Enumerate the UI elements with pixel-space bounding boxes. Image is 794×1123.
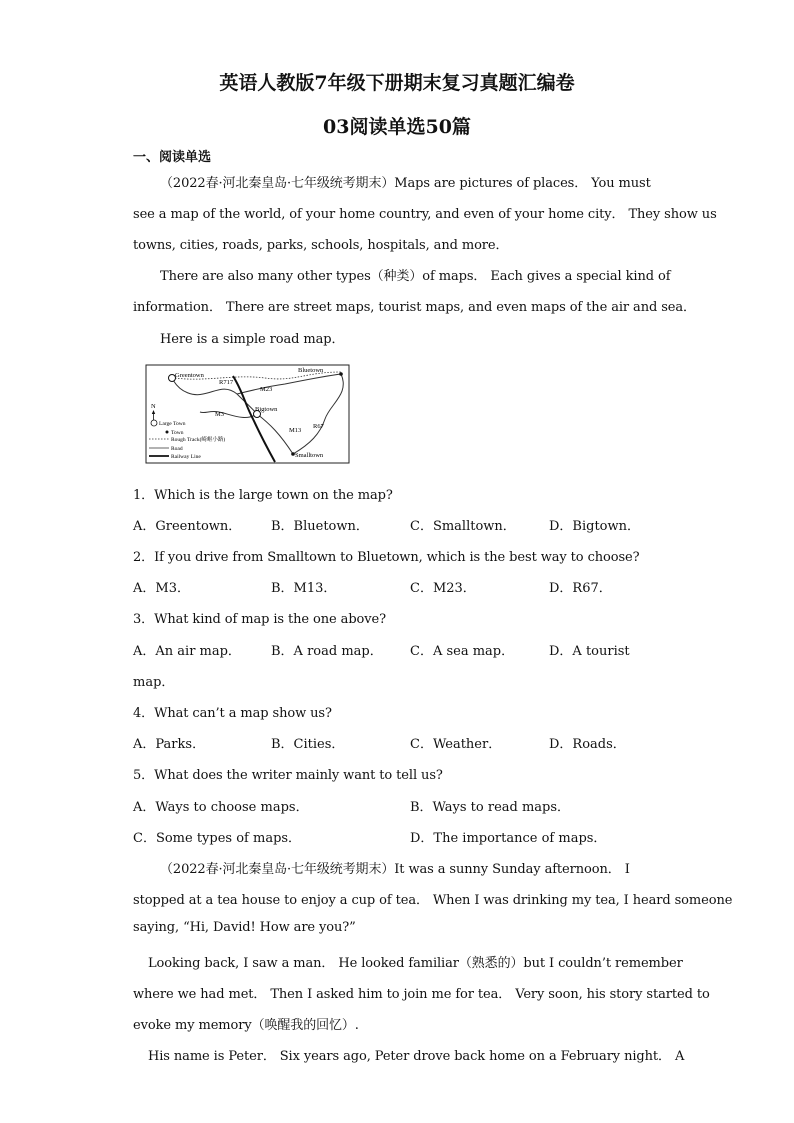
- road-map: [145, 364, 350, 464]
- question-1: 1．Which is the large town on the map?: [133, 488, 393, 503]
- question-3: 3．What kind of map is the one above?: [133, 612, 386, 627]
- map-label-m13: M13: [289, 427, 302, 434]
- legend-railway: Railway Line: [171, 454, 201, 460]
- question-5: 5．What does the writer mainly want to tell us?: [133, 768, 443, 783]
- q5-option-b: B．Ways to read maps．: [410, 800, 571, 815]
- question-4: 4．What can’t a map show us?: [133, 706, 332, 721]
- q5-option-a: A．Ways to choose maps．: [133, 800, 309, 815]
- compass-label: N: [151, 403, 156, 410]
- passage2-line: （2022春·河北秦皇岛·七年级统考期末）It was a sunny Sunday afternoon． I: [160, 862, 630, 877]
- document-title: 英语人教版7年级下册期末复习真题汇编卷: [219, 72, 575, 94]
- map-label-r717: R717: [219, 379, 234, 386]
- map-label-m23: M23: [260, 386, 273, 393]
- document-subtitle: 03阅读单选50篇: [323, 116, 471, 138]
- passage1-line: Here is a simple road map．: [160, 332, 345, 347]
- q4-option-d: D．Roads．: [549, 737, 626, 752]
- q1-option-b: B．Bluetown．: [271, 519, 369, 534]
- legend-town: Town: [171, 430, 184, 436]
- passage1-line: information． There are street maps, tourist maps, and even maps of the air and sea．: [133, 300, 696, 315]
- passage2-line: evoke my memory（唤醒我的回忆）.: [133, 1018, 359, 1033]
- passage1-line: towns, cities, roads, parks, schools, hospitals, and more．: [133, 238, 509, 253]
- map-label-bigtown: Bigtown: [255, 406, 278, 413]
- q3-option-b: B．A road map．: [271, 644, 383, 659]
- q1-option-c: C．Smalltown．: [410, 519, 516, 534]
- q4-option-a: A．Parks．: [133, 737, 206, 752]
- q5-option-d: D．The importance of maps．: [410, 831, 607, 846]
- legend-large-town-symbol: [151, 420, 157, 426]
- q3-option-d: D．A tourist: [549, 644, 630, 659]
- passage1-line: （2022春·河北秦皇岛·七年级统考期末）Maps are pictures of places． You must: [160, 176, 651, 191]
- passage2-line: stopped at a tea house to enjoy a cup of tea． When I was drinking my tea, I heard someone: [133, 893, 733, 908]
- q4-option-b: B．Cities．: [271, 737, 345, 752]
- section-heading: 一、阅读单选: [133, 150, 212, 165]
- q2-option-a: A．M3．: [133, 581, 190, 596]
- q3-option-a: A．An air map．: [133, 644, 241, 659]
- q2-option-b: B．M13．: [271, 581, 337, 596]
- question-2: 2．If you drive from Smalltown to Bluetown, which is the best way to choose?: [133, 550, 640, 565]
- map-label-bluetown: Bluetown: [298, 367, 324, 374]
- q5-option-c: C．Some types of maps．: [133, 831, 302, 846]
- map-label-r67: R67: [313, 423, 324, 430]
- legend-large-town: Large Town: [159, 421, 186, 427]
- q1-option-d: D．Bigtown．: [549, 519, 641, 534]
- q2-option-c: C．M23．: [410, 581, 476, 596]
- map-label-smalltown: Smalltown: [295, 452, 324, 459]
- q3-option-c: C．A sea map．: [410, 644, 515, 659]
- passage1-line: see a map of the world, of your home country, and even of your home city． They show us: [133, 207, 717, 222]
- q4-option-c: C．Weather．: [410, 737, 502, 752]
- passage2-line: saying, “Hi, David! How are you?”: [133, 920, 356, 935]
- bluetown-marker: [339, 372, 343, 376]
- q1-option-a: A．Greentown．: [133, 519, 242, 534]
- map-label-m3: M3: [215, 411, 225, 418]
- map-label-greentown: Greentown: [175, 372, 204, 379]
- legend-road: Road: [171, 446, 183, 452]
- passage1-line: There are also many other types（种类）of maps． Each gives a special kind of: [160, 269, 671, 284]
- passage2-line: His name is Peter． Six years ago, Peter drove back home on a February night． A: [148, 1049, 685, 1064]
- legend-town-symbol: [166, 431, 169, 434]
- q3-option-d-wrap: map．: [133, 675, 175, 690]
- q2-option-d: D．R67．: [549, 581, 612, 596]
- passage2-line: where we had met． Then I asked him to join me for tea． Very soon, his story started to: [133, 987, 710, 1002]
- passage2-line: Looking back, I saw a man． He looked familiar（熟悉的）but I couldn’t remember: [148, 956, 683, 971]
- legend-rough-track: Rough Track(崎岖小路): [171, 437, 226, 443]
